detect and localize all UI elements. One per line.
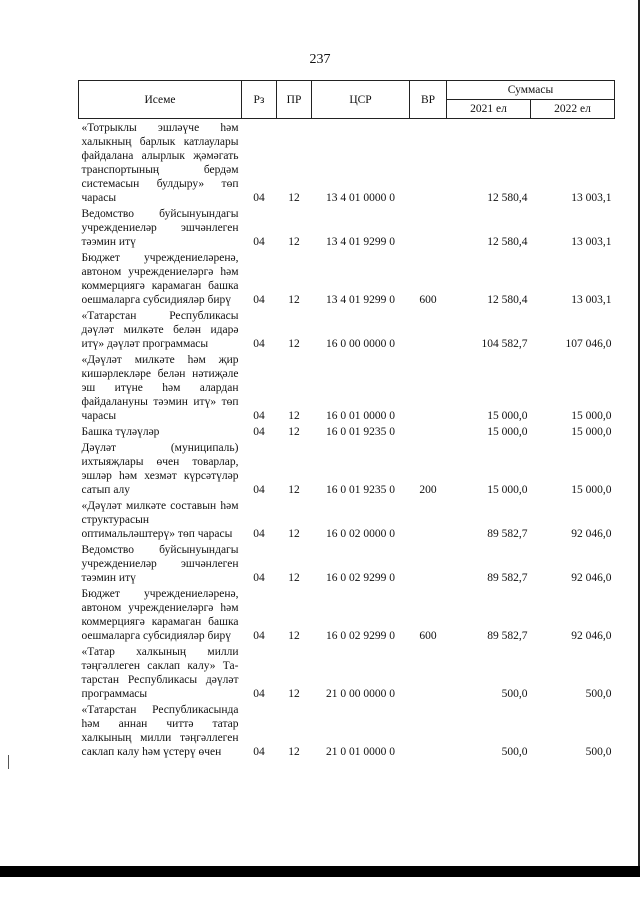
row-rz: 04 bbox=[253, 410, 265, 422]
row-vr bbox=[410, 351, 447, 423]
row-vr: 200 bbox=[419, 484, 437, 496]
budget-table bbox=[78, 80, 615, 759]
row-name: «Тотрыклы эшләүче һәм халыкның барлык катлаулары файдалана алырлык җәмәгать транспортының бердәм системасын булдыру» төп чарасы bbox=[81, 122, 239, 204]
row-csr: 16 0 01 9235 0 bbox=[326, 426, 395, 438]
row-name: Дәүләт (муниципаль) ихтыяҗлары өчен товарлар, эшләр һәм хезмәт күрсәтүләр сатып алу bbox=[81, 442, 239, 496]
row-rz: 04 bbox=[253, 688, 265, 700]
row-pr: 12 bbox=[288, 484, 300, 496]
table-row bbox=[79, 423, 615, 439]
row-pr: 12 bbox=[288, 746, 300, 758]
table-header bbox=[79, 81, 615, 119]
row-amount-2021: 89 582,7 bbox=[487, 528, 528, 540]
row-csr: 16 0 02 0000 0 bbox=[326, 528, 395, 540]
row-pr: 12 bbox=[288, 294, 300, 306]
row-pr: 12 bbox=[288, 338, 300, 350]
header-2022: 2022 ел bbox=[531, 100, 615, 119]
row-amount-2021: 12 580,4 bbox=[487, 192, 528, 204]
header-csr: ЦСР bbox=[312, 81, 410, 119]
table-row bbox=[79, 307, 615, 351]
scan-mark bbox=[8, 755, 9, 769]
row-vr bbox=[410, 701, 447, 759]
row-rz: 04 bbox=[253, 484, 265, 496]
row-vr bbox=[410, 643, 447, 701]
row-amount-2021: 15 000,0 bbox=[487, 426, 528, 438]
row-amount-2021: 89 582,7 bbox=[487, 572, 528, 584]
table-body bbox=[79, 119, 615, 760]
row-pr: 12 bbox=[288, 688, 300, 700]
row-pr: 12 bbox=[288, 236, 300, 248]
header-name: Исеме bbox=[79, 81, 242, 119]
row-amount-2021: 12 580,4 bbox=[487, 236, 528, 248]
row-vr bbox=[410, 423, 447, 439]
row-name: Бюджет учреждениеләренә, автоном учреждениеләргә һәм коммерциягә карамаган башка оешмаларга субсидияләр бирү bbox=[81, 588, 239, 642]
row-rz: 04 bbox=[253, 528, 265, 540]
page-number: 237 bbox=[309, 52, 331, 67]
row-name: «Дәүләт милкәте һәм җир кишәрлекләре белән нәтиҗәле эш итүне һәм алардан файдалануны тәэмин итү» төп чарасы bbox=[81, 354, 239, 422]
row-name: «Татарстан Республикасында һәм аннан читтә татар халкының милли тәңгәллеген саклап калу һәм үстерү өчен bbox=[81, 704, 239, 758]
row-amount-2021: 104 582,7 bbox=[481, 338, 528, 350]
row-vr: 600 bbox=[419, 294, 437, 306]
row-amount-2022: 13 003,1 bbox=[571, 192, 612, 204]
row-amount-2022: 15 000,0 bbox=[571, 484, 612, 496]
row-name: «Дәүләт милкәте составын һәм структурасын оптимальләштерү» төп чарасы bbox=[81, 500, 239, 540]
row-vr bbox=[410, 497, 447, 541]
row-rz: 04 bbox=[253, 572, 265, 584]
row-rz: 04 bbox=[253, 192, 265, 204]
header-rz: Рз bbox=[242, 81, 277, 119]
row-amount-2021: 500,0 bbox=[501, 746, 528, 758]
row-name: Бюджет учреждениеләренә, автоном учреждениеләргә һәм коммерциягә карамаган башка оешмаларга субсидияләр бирү bbox=[81, 252, 239, 306]
row-csr: 16 0 01 0000 0 bbox=[326, 410, 395, 422]
row-amount-2022: 92 046,0 bbox=[571, 528, 612, 540]
row-amount-2022: 500,0 bbox=[585, 746, 612, 758]
row-csr: 21 0 01 0000 0 bbox=[326, 746, 395, 758]
row-name: Ведомство буйсынуындагы учреждениеләр эшчәнлеген тәэмин итү bbox=[81, 544, 239, 584]
row-amount-2021: 500,0 bbox=[501, 688, 528, 700]
row-vr: 600 bbox=[419, 630, 437, 642]
row-rz: 04 bbox=[253, 746, 265, 758]
row-amount-2022: 15 000,0 bbox=[571, 410, 612, 422]
row-amount-2022: 92 046,0 bbox=[571, 572, 612, 584]
table-row bbox=[79, 205, 615, 249]
row-amount-2022: 15 000,0 bbox=[571, 426, 612, 438]
table-row bbox=[79, 585, 615, 643]
table-row bbox=[79, 701, 615, 759]
row-csr: 16 0 02 9299 0 bbox=[326, 572, 395, 584]
table-row bbox=[79, 249, 615, 307]
table-row bbox=[79, 119, 615, 206]
row-name: «Татарстан Республикасы дәүләт милкәте белән идарә итү» дәүләт программасы bbox=[81, 310, 239, 350]
row-csr: 13 4 01 9299 0 bbox=[326, 294, 395, 306]
row-pr: 12 bbox=[288, 572, 300, 584]
scan-bottom-border bbox=[0, 866, 640, 877]
row-rz: 04 bbox=[253, 630, 265, 642]
row-pr: 12 bbox=[288, 426, 300, 438]
header-vr: ВР bbox=[410, 81, 447, 119]
row-pr: 12 bbox=[288, 410, 300, 422]
row-amount-2022: 13 003,1 bbox=[571, 294, 612, 306]
header-2021: 2021 ел bbox=[447, 100, 531, 119]
row-vr bbox=[410, 541, 447, 585]
row-csr: 16 0 01 9235 0 bbox=[326, 484, 395, 496]
row-csr: 13 4 01 9299 0 bbox=[326, 236, 395, 248]
table-row bbox=[79, 351, 615, 423]
row-vr bbox=[410, 205, 447, 249]
row-amount-2021: 12 580,4 bbox=[487, 294, 528, 306]
row-rz: 04 bbox=[253, 338, 265, 350]
row-vr bbox=[410, 307, 447, 351]
row-amount-2021: 15 000,0 bbox=[487, 410, 528, 422]
row-rz: 04 bbox=[253, 236, 265, 248]
row-pr: 12 bbox=[288, 630, 300, 642]
header-pr: ПР bbox=[277, 81, 312, 119]
header-sum: Суммасы bbox=[447, 81, 615, 100]
row-amount-2021: 89 582,7 bbox=[487, 630, 528, 642]
row-amount-2022: 13 003,1 bbox=[571, 236, 612, 248]
table-row bbox=[79, 439, 615, 497]
row-rz: 04 bbox=[253, 426, 265, 438]
row-amount-2022: 107 046,0 bbox=[565, 338, 612, 350]
table-row bbox=[79, 643, 615, 701]
row-rz: 04 bbox=[253, 294, 265, 306]
row-csr: 21 0 00 0000 0 bbox=[326, 688, 395, 700]
row-vr bbox=[410, 119, 447, 206]
row-amount-2021: 15 000,0 bbox=[487, 484, 528, 496]
row-name: Башка түләүләр bbox=[81, 426, 160, 438]
row-name: «Татар халкының милли тәңгәллеген саклап калу» Татарстан Республикасы дәүләт программасы bbox=[81, 646, 239, 700]
row-amount-2022: 500,0 bbox=[585, 688, 612, 700]
row-csr: 16 0 02 9299 0 bbox=[326, 630, 395, 642]
row-name: Ведомство буйсынуындагы учреждениеләр эшчәнлеген тәэмин итү bbox=[81, 208, 239, 248]
row-pr: 12 bbox=[288, 192, 300, 204]
row-pr: 12 bbox=[288, 528, 300, 540]
row-csr: 16 0 00 0000 0 bbox=[326, 338, 395, 350]
row-amount-2022: 92 046,0 bbox=[571, 630, 612, 642]
row-csr: 13 4 01 0000 0 bbox=[326, 192, 395, 204]
table-row bbox=[79, 541, 615, 585]
table-row bbox=[79, 497, 615, 541]
